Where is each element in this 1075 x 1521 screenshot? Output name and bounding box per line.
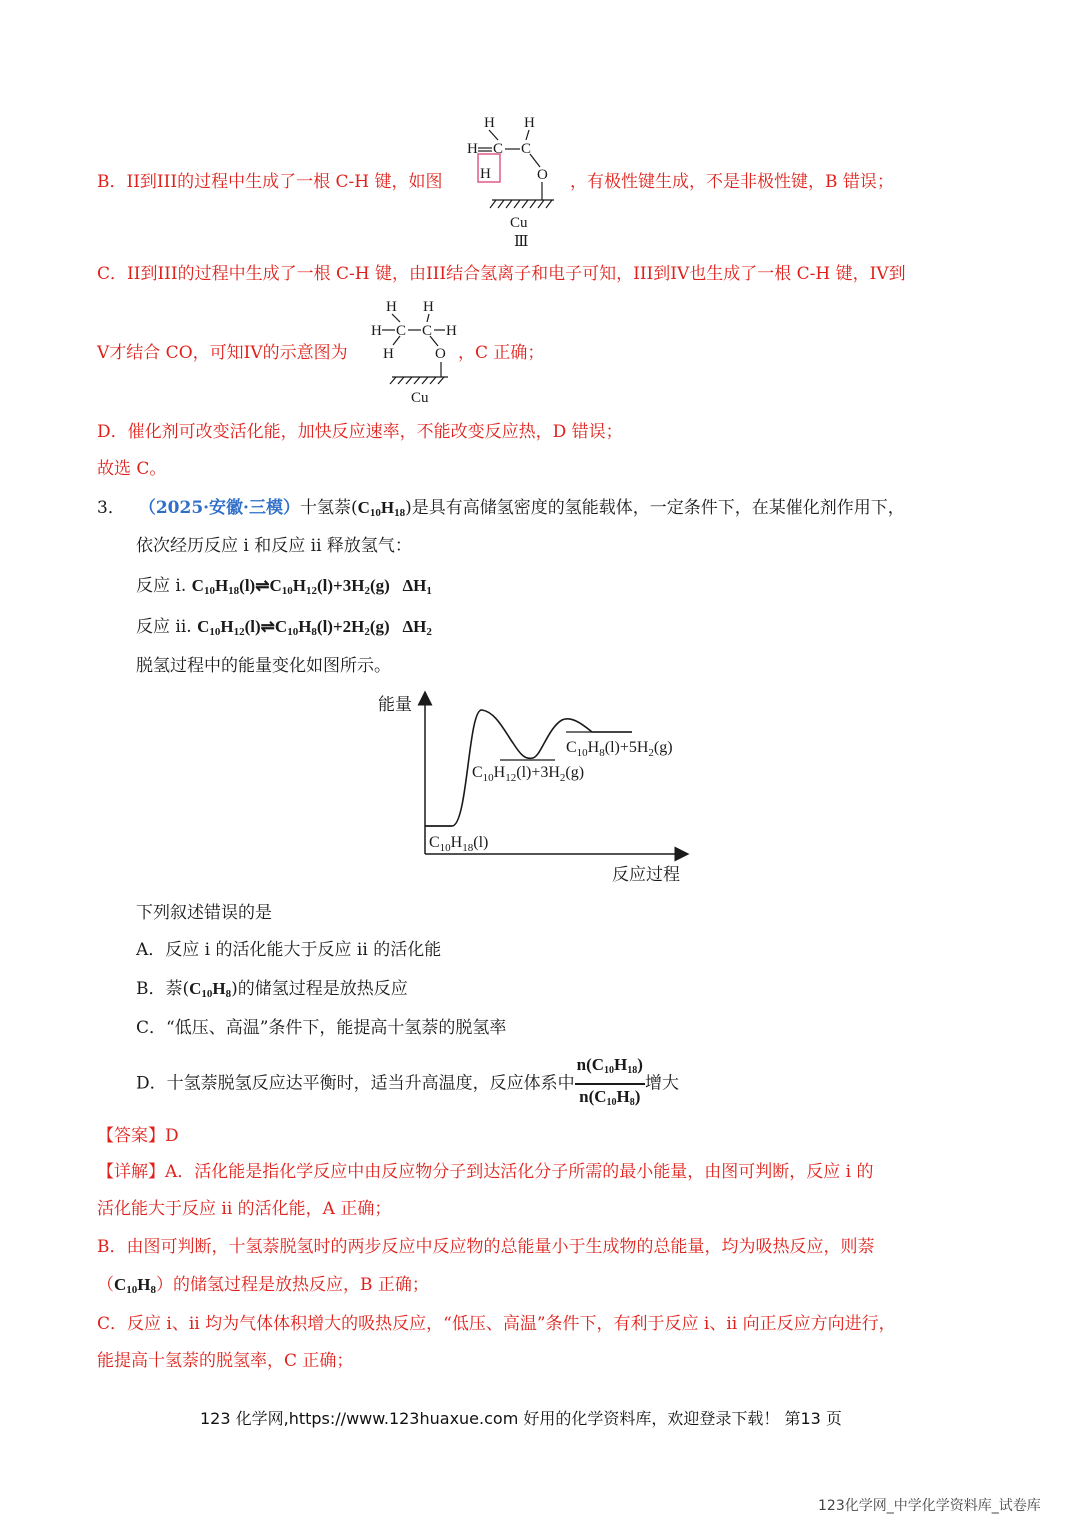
option-d-text: D．催化剂可改变活化能，加快反应速率，不能改变反应热，D 错误； <box>97 422 623 442</box>
svg-text:O: O <box>537 167 548 183</box>
option-d-post: 增大 <box>644 1073 679 1094</box>
molecule-iii-cu-label: Cu <box>510 215 528 231</box>
svg-text:C: C <box>493 141 504 157</box>
page-footer: 123 化学网,https://www.123huaxue.com 好用的化学资料库，欢迎登录下载！ 第13 页 <box>200 1409 842 1428</box>
detail-b-line-1: B．由图可判断，十氢萘脱氢时的两步反应中反应物的总能量小于生成物的总能量，均为吸热反应，则萘 <box>97 1237 875 1257</box>
diagram-intro: 脱氢过程中的能量变化如图所示。 <box>136 656 391 676</box>
label-c10h8: $C_{10}H_8(l)+5H_2(g)$ <box>566 739 673 759</box>
molecule-iii-numeral: Ⅲ <box>514 234 529 250</box>
svg-text:H: H <box>386 299 397 315</box>
label-c10h18: $C_{10}H_{18}(l)$ <box>429 834 489 854</box>
option-b-text-before: B．II到III的过程中生成了一根 C-H 键，如图 <box>97 172 443 192</box>
option-c-line-2-before: V才结合 CO，可知IV的示意图为 <box>97 343 348 363</box>
reaction-i-label: 反应 i. <box>136 576 187 596</box>
answer-label: 【答案】 <box>97 1126 165 1146</box>
molecule-iv-diagram <box>368 293 468 408</box>
detail-b-post: ）的储氢过程是放热反应，B 正确； <box>156 1275 429 1295</box>
question-3-stem-line-2: 依次经历反应 i 和反应 ii 释放氢气： <box>136 536 412 556</box>
svg-text:C: C <box>521 141 532 157</box>
energy-diagram <box>370 688 710 888</box>
question-ask: 下列叙述错误的是 <box>136 903 272 923</box>
option-d <box>136 1054 679 1110</box>
option-b <box>136 978 408 1005</box>
question-text-part2: )是具有高储氢密度的氢能载体，一定条件下，在某催化剂作用下， <box>405 498 905 518</box>
svg-text:H: H <box>371 323 382 339</box>
svg-text:H: H <box>383 346 394 362</box>
watermark-text: 123化学网_中学化学资料库_试卷库 <box>818 1498 1041 1514</box>
process-axis-label: 反应过程 <box>612 865 680 884</box>
question-number: 3． <box>97 498 125 518</box>
svg-text:H: H <box>467 141 478 157</box>
question-3-stem <box>97 497 905 524</box>
reaction-ii-label: 反应 ii. <box>136 617 192 637</box>
energy-axis-label: 能量 <box>378 695 412 714</box>
reaction-ii <box>136 616 432 643</box>
option-c: C．“低压、高温”条件下，能提高十氢萘的脱氢率 <box>136 1018 507 1038</box>
label-c10h12: $C_{10}H_{12}(l)+3H_2(g)$ <box>472 764 585 784</box>
detail-c-line-1: C．反应 i、ii 均为气体体积增大的吸热反应，“低压、高温”条件下，有利于反应 i、ii 向正反应方向进行， <box>97 1314 896 1334</box>
option-d-pre: D．十氢萘脱氢反应达平衡时，适当升高温度，反应体系中 <box>136 1073 575 1094</box>
detail-a-line-2: 活化能大于反应 ii 的活化能，A 正确； <box>97 1199 392 1219</box>
formula-c10h18: $C_{10}H_{18}$ <box>357 498 406 519</box>
detail-label: 【详解】 <box>97 1162 165 1182</box>
svg-text:H: H <box>484 115 495 131</box>
detail-c-line-2: 能提高十氢萘的脱氢率，C 正确； <box>97 1351 354 1371</box>
question-text-part1: 十氢萘( <box>299 498 358 518</box>
option-b-pre: B．萘( <box>136 979 190 999</box>
option-b-post: )的储氢过程是放热反应 <box>231 979 408 999</box>
option-a: A．反应 i 的活化能大于反应 ii 的活化能 <box>136 940 442 960</box>
answer-line <box>97 1125 179 1147</box>
option-c-line-2-after: ，C 正确； <box>458 343 545 363</box>
detail-b-pre: （ <box>97 1275 114 1295</box>
detail-a-text: A．活化能是指化学反应中由反应物分子到达活化分子所需的最小能量，由图可判断，反应 i 的 <box>165 1162 874 1182</box>
option-c-line-1: C．II到III的过程中生成了一根 C-H 键，由III结合氢离子和电子可知，III到IV也生成了一根 C-H 键，IV到 <box>97 264 906 284</box>
reaction-i-equation: $C_{10}H_{18}(l)\rightleftharpoons C_{10}H_{12}(l)+3H_2(g)$ $\Delta H_1$ <box>191 576 432 597</box>
svg-text:C: C <box>422 323 433 339</box>
molecule-iii-diagram <box>462 112 568 252</box>
ratio-fraction: $\frac{n(C_{10}H_{18})}{n(C_{10}H_8)}$ <box>576 1055 643 1108</box>
svg-text:H: H <box>423 299 434 315</box>
svg-text:H: H <box>524 115 535 131</box>
svg-text:H: H <box>446 323 457 339</box>
question-source: （2025·安徽·三模） <box>138 498 300 518</box>
reaction-ii-equation: $C_{10}H_{12}(l)\rightleftharpoons C_{10}H_8(l)+2H_2(g)$ $\Delta H_2$ <box>197 617 432 638</box>
formula-c10h8: $C_{10}H_8$ <box>189 979 232 1000</box>
answer-value: D <box>165 1126 179 1146</box>
option-b-text-after: ，有极性键生成，不是非极性键，B 错误； <box>570 172 894 192</box>
detail-b-line-2 <box>97 1274 429 1301</box>
formula-c10h8-detail: $C_{10}H_8$ <box>114 1275 157 1296</box>
svg-text:H: H <box>480 166 491 182</box>
detail-a-line-1 <box>97 1161 874 1183</box>
choose-answer: 故选 C。 <box>97 459 167 479</box>
svg-text:C: C <box>396 323 407 339</box>
svg-text:O: O <box>435 346 446 362</box>
reaction-i <box>136 575 432 602</box>
molecule-iv-cu-label: Cu <box>411 390 429 406</box>
